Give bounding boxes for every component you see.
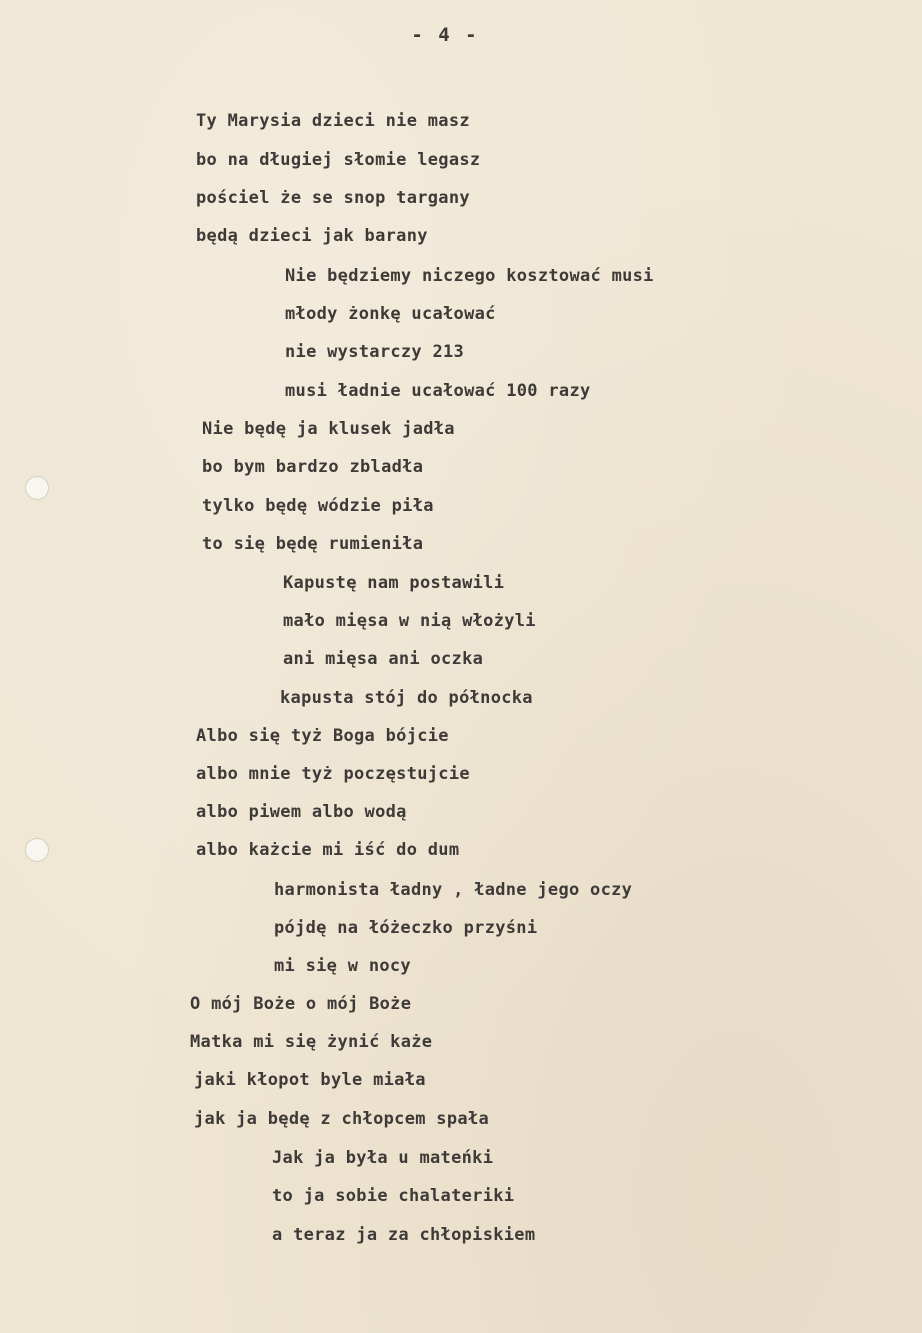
verse-line: to ja sobie chalateriki <box>272 1186 515 1206</box>
verse-line: nie wystarczy 213 <box>285 342 465 362</box>
verse-line: Nie będziemy niczego kosztować musi <box>285 266 654 286</box>
verse-line: pościel że se snop targany <box>196 188 470 208</box>
verse-line: kapusta stój do północka <box>280 688 533 708</box>
punch-hole-bottom <box>25 838 49 862</box>
verse-line: jaki kłopot byle miała <box>194 1070 426 1090</box>
verse-line: bo bym bardzo zbladła <box>202 457 424 477</box>
verse-line: będą dzieci jak barany <box>196 226 428 246</box>
verse-line: a teraz ja za chłopiskiem <box>272 1225 536 1245</box>
verse-line: albo każcie mi iść do dum <box>196 840 460 860</box>
punch-hole-top <box>25 476 49 500</box>
verse-line: jak ja będę z chłopcem spała <box>194 1109 489 1129</box>
verse-line: mało mięsa w nią włożyli <box>283 611 536 631</box>
verse-line: młody żonkę ucałować <box>285 304 496 324</box>
verse-line: harmonista ładny , ładne jego oczy <box>274 880 633 900</box>
verse-line: mi się w nocy <box>274 956 411 976</box>
verse-line: tylko będę wódzie piła <box>202 496 434 516</box>
page-number: - 4 - <box>411 24 479 46</box>
verse-line: O mój Boże o mój Boże <box>190 994 412 1014</box>
verse-line: Nie będę ja klusek jadła <box>202 419 455 439</box>
verse-line: pójdę na łóżeczko przyśni <box>274 918 538 938</box>
verse-line: Jak ja była u mateńki <box>272 1148 494 1168</box>
verse-line: albo piwem albo wodą <box>196 802 407 822</box>
verse-line: albo mnie tyż poczęstujcie <box>196 764 470 784</box>
verse-line: Kapustę nam postawili <box>283 573 505 593</box>
verse-line: to się będę rumieniła <box>202 534 424 554</box>
verse-line: musi ładnie ucałować 100 razy <box>285 381 591 401</box>
verse-line: Matka mi się żynić każe <box>190 1032 433 1052</box>
verse-line: Ty Marysia dzieci nie masz <box>196 111 470 131</box>
verse-line: ani mięsa ani oczka <box>283 649 484 669</box>
verse-line: bo na długiej słomie legasz <box>196 150 481 170</box>
verse-line: Albo się tyż Boga bójcie <box>196 726 449 746</box>
